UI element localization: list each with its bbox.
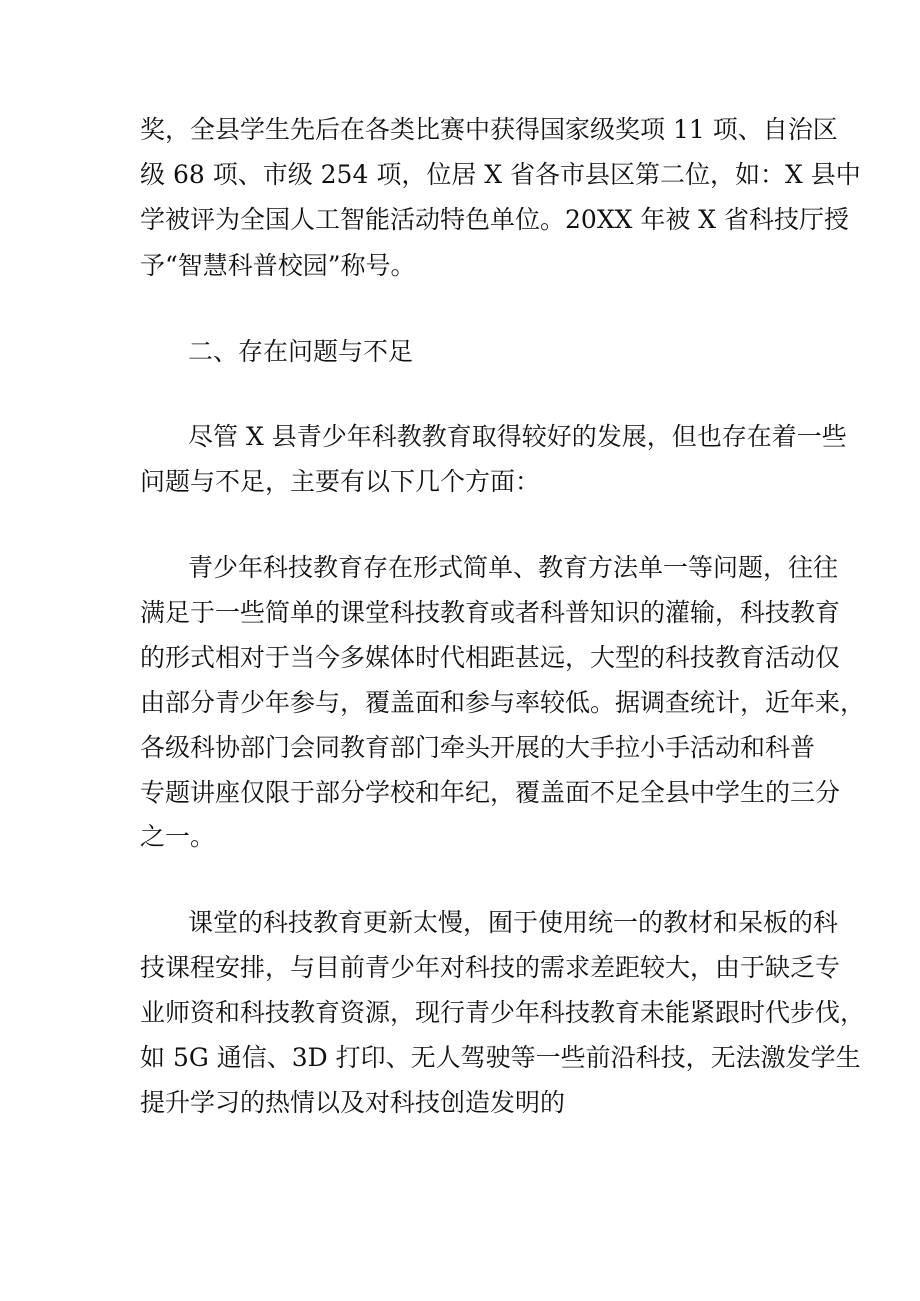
- paragraph-3-line-3: 的形式相对于当今多媒体时代相距甚远，大型的科技教育活动仅: [140, 643, 841, 672]
- paragraph-1-line-2: 级 68 项、市级 254 项，位居 X 省各市县区第二位，如：X 县中: [140, 160, 861, 189]
- paragraph-3-line-5: 各级科协部门会同教育部门牵头开展的大手拉小手活动和科普: [140, 733, 816, 762]
- paragraph-1-line-4: 予“智慧科普校园”称号。: [140, 251, 416, 280]
- paragraph-3-line-4: 由部分青少年参与，覆盖面和参与率较低。据调查统计，近年来，: [140, 688, 866, 717]
- paragraph-4-line-4: 如 5G 通信、3D 打印、无人驾驶等一些前沿科技，无法激发学生: [140, 1043, 861, 1072]
- paragraph-1-line-1: 奖，全县学生先后在各类比赛中获得国家级奖项 11 项、自治区: [140, 115, 838, 144]
- paragraph-1-line-3: 学被评为全国人工智能活动特色单位。20XX 年被 X 省科技厅授: [140, 205, 850, 234]
- section-heading: 二、存在问题与不足: [188, 337, 414, 366]
- paragraph-4-line-3: 业师资和科技教育资源，现行青少年科技教育未能紧跟时代步伐，: [140, 998, 866, 1027]
- paragraph-3-line-7: 之一。: [140, 822, 216, 851]
- paragraph-2-line-1: 尽管 X 县青少年科教教育取得较好的发展，但也存在着一些: [188, 422, 847, 451]
- paragraph-4-line-2: 技课程安排，与目前青少年对科技的需求差距较大，由于缺乏专: [140, 953, 841, 982]
- paragraph-2-line-2: 问题与不足，主要有以下几个方面：: [140, 467, 541, 496]
- paragraph-4-line-5: 提升学习的热情以及对科技创造发明的: [140, 1088, 566, 1117]
- paragraph-3-line-1: 青少年科技教育存在形式简单、教育方法单一等问题，往往: [188, 553, 839, 582]
- paragraph-3-line-2: 满足于一些简单的课堂科技教育或者科普知识的灌输，科技教育: [140, 598, 841, 627]
- paragraph-3-line-6: 专题讲座仅限于部分学校和年纪，覆盖面不足全县中学生的三分: [140, 778, 841, 807]
- paragraph-4-line-1: 课堂的科技教育更新太慢，囿于使用统一的教材和呆板的科: [188, 908, 839, 937]
